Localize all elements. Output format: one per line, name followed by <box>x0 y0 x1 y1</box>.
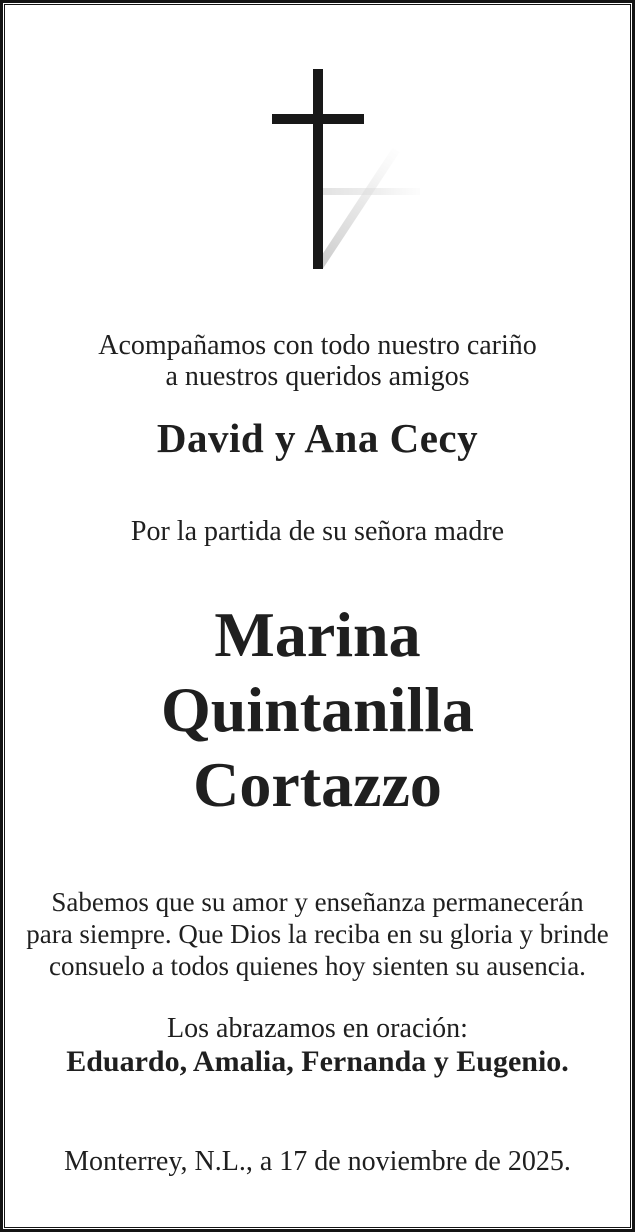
cause-line: Por la partida de su señora madre <box>130 516 505 547</box>
dateline: Monterrey, N.L., a 17 de noviembre de 2025. <box>64 1146 571 1177</box>
tribute-text <box>0 886 635 982</box>
tribute-line-2: para siempre. Que Dios la reciba en su gloria y brinde <box>26 919 609 949</box>
family-names: Eduardo, Amalia, Fernanda y Eugenio. <box>66 1045 569 1078</box>
deceased-name <box>0 597 635 822</box>
tribute-line-1: Sabemos que su amor y enseñanza permanecerán <box>51 887 584 917</box>
deceased-name-line-1: Marina <box>214 599 421 670</box>
friends-names: David y Ana Cecy <box>156 415 479 461</box>
prayer-line: Los abrazamos en oración: <box>167 1013 468 1044</box>
cross-shadow <box>316 148 421 270</box>
intro-text <box>0 330 635 392</box>
intro-line-2: a nuestros queridos amigos <box>165 361 470 392</box>
deceased-name-line-3: Cortazzo <box>193 749 442 820</box>
tribute-line-3: consuelo a todos quienes hoy sienten su ausencia. <box>49 951 586 981</box>
cross-glyph <box>272 69 364 269</box>
intro-line-1: Acompañamos con todo nuestro cariño <box>98 330 537 361</box>
deceased-name-line-2: Quintanilla <box>161 674 474 745</box>
cross-icon <box>0 0 635 320</box>
